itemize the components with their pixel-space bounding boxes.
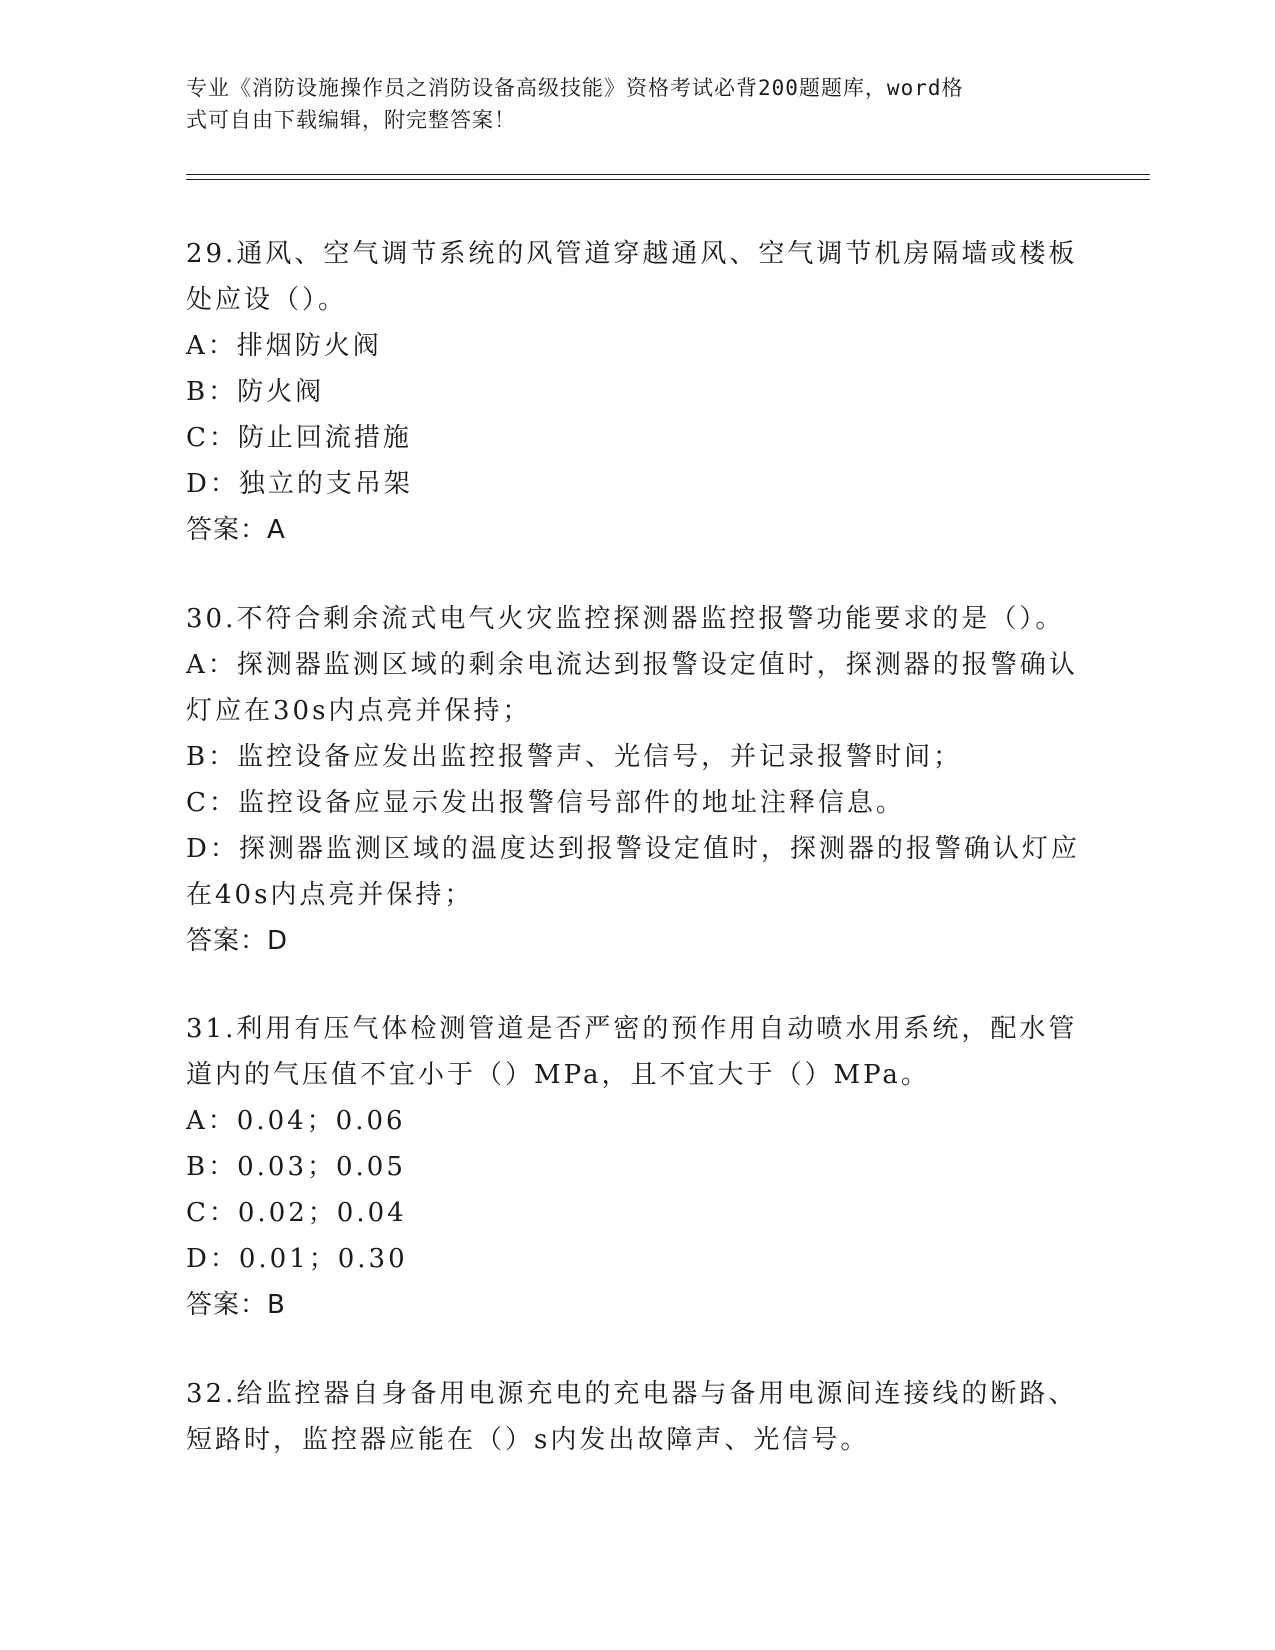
option-d-line-1: D：探测器监测区域的温度达到报警设定值时，探测器的报警确认灯应 xyxy=(186,834,1080,864)
question-31 xyxy=(186,1006,1086,1328)
header-divider-top xyxy=(186,174,1150,175)
option-c: C：监控设备应显示发出报警信号部件的地址注释信息。 xyxy=(186,788,905,818)
question-32 xyxy=(186,1371,1086,1463)
option-c: C：防止回流措施 xyxy=(186,423,412,453)
answer-line: 答案：B xyxy=(186,1290,286,1320)
question-stem-line: 29.通风、空气调节系统的风管道穿越通风、空气调节机房隔墙或楼板 xyxy=(186,239,1078,269)
question-30 xyxy=(186,596,1086,964)
option-a: A：排烟防火阀 xyxy=(186,331,382,361)
header-line-1: 专业《消防设施操作员之消防设备高级技能》资格考试必背200题题库，word格 xyxy=(186,76,964,100)
option-d-line-2: 在40s内点亮并保持； xyxy=(186,880,474,910)
answer-line: 答案：D xyxy=(186,926,289,956)
option-a-line-2: 灯应在30s内点亮并保持； xyxy=(186,696,532,726)
option-a: A：0.04；0.06 xyxy=(186,1106,406,1136)
question-stem-line: 短路时，监控器应能在（）s内发出故障声、光信号。 xyxy=(186,1425,870,1455)
option-a-line-1: A：探测器监测区域的剩余电流达到报警设定值时，探测器的报警确认 xyxy=(186,650,1078,680)
option-b: B：监控设备应发出监控报警声、光信号，并记录报警时间； xyxy=(186,742,963,772)
option-d: D：0.01；0.30 xyxy=(186,1244,408,1274)
option-b: B：防火阀 xyxy=(186,377,325,407)
question-stem-line: 道内的气压值不宜小于（）MPa，且不宜大于（）MPa。 xyxy=(186,1060,930,1090)
option-b: B：0.03；0.05 xyxy=(186,1152,406,1182)
answer-line: 答案：A xyxy=(186,515,286,545)
question-stem-line: 31.利用有压气体检测管道是否严密的预作用自动喷水用系统，配水管 xyxy=(186,1014,1078,1044)
question-stem-line: 32.给监控器自身备用电源充电的充电器与备用电源间连接线的断路、 xyxy=(186,1379,1078,1409)
header-divider-bottom xyxy=(186,179,1150,180)
header-line-2: 式可自由下载编辑，附完整答案！ xyxy=(186,108,516,132)
option-d: D：独立的支吊架 xyxy=(186,469,413,499)
option-c: C：0.02；0.04 xyxy=(186,1198,407,1228)
question-29 xyxy=(186,231,1086,553)
question-stem-line: 30.不符合剩余流式电气火灾监控探测器监控报警功能要求的是（）。 xyxy=(186,604,1065,634)
document-header xyxy=(186,72,1066,136)
question-stem-line: 处应设（）。 xyxy=(186,285,348,315)
